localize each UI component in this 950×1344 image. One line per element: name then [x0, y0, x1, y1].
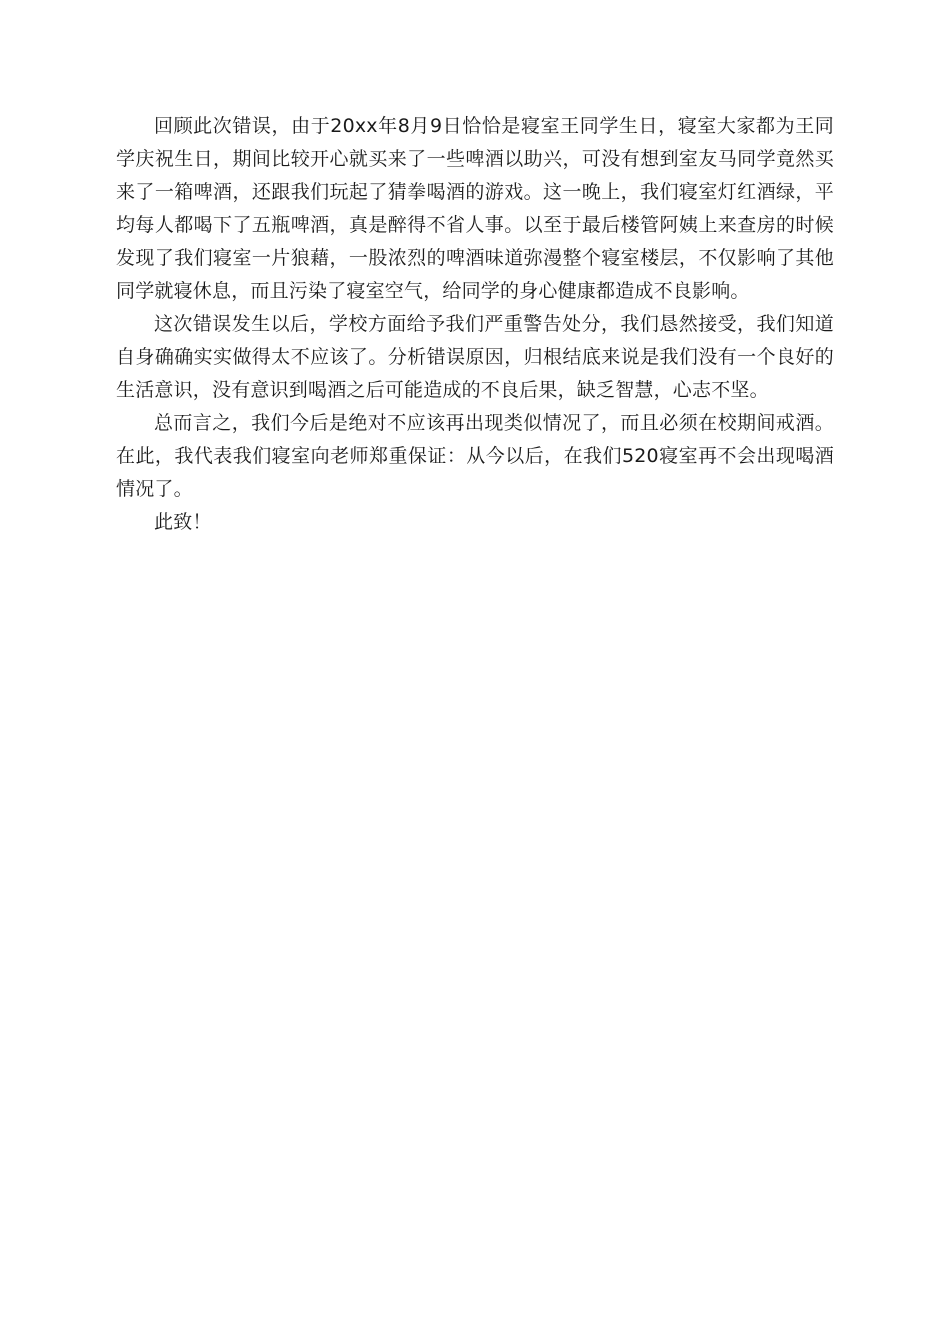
- paragraph-incident: 回顾此次错误，由于20xx年8月9日恰恰是寝室王同学生日，寝室大家都为王同学庆祝生日，期间比较开心就买来了一些啤酒以助兴，可没有想到室友马同学竟然买来了一箱啤酒，还跟我们玩起了猜拳喝酒的游戏。这一晚上，我们寝室灯红酒绿，平均每人都喝下了五瓶啤酒，真是醉得不省人事。以至于最后楼管阿姨上来查房的时候发现了我们寝室一片狼藉，一股浓烈的啤酒味道弥漫整个寝室楼层，不仅影响了其他同学就寝休息，而且污染了寝室空气，给同学的身心健康都造成不良影响。: [116, 115, 834, 302]
- closing-salutation: 此致！: [154, 511, 212, 533]
- document-body: [116, 110, 834, 539]
- paragraph-reflection: 这次错误发生以后，学校方面给予我们严重警告处分，我们恳然接受，我们知道自身确确实实做得太不应该了。分析错误原因，归根结底来说是我们没有一个良好的生活意识，没有意识到喝酒之后可能造成的不良后果，缺乏智慧，心志不坚。: [116, 313, 834, 401]
- paragraph-pledge: 总而言之，我们今后是绝对不应该再出现类似情况了，而且必须在校期间戒酒。在此，我代表我们寝室向老师郑重保证：从今以后，在我们520寝室再不会出现喝酒情况了。: [116, 412, 834, 500]
